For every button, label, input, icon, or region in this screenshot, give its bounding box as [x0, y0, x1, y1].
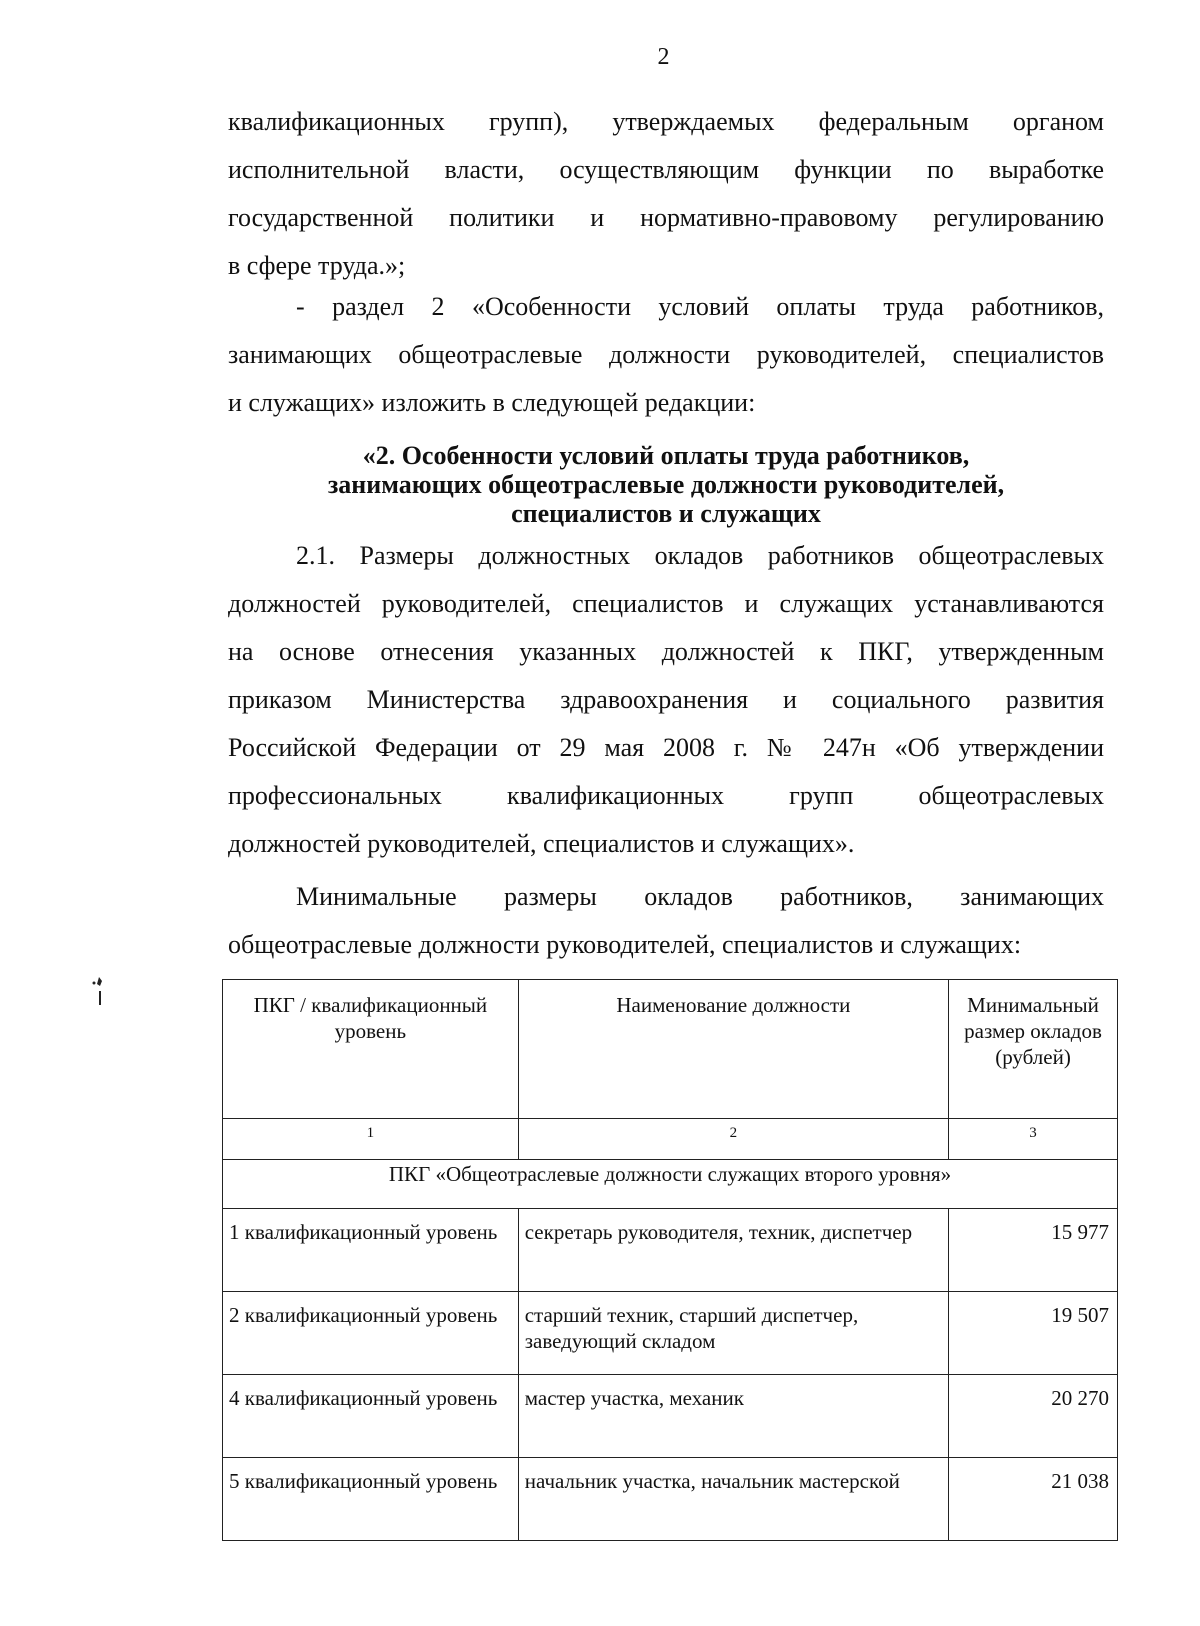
positions-cell: мастер участка, механик: [518, 1375, 948, 1458]
text-line: исполнительной власти, осуществляющим функции по выработке: [228, 155, 1104, 184]
group-title: ПКГ «Общеотраслевые должности служащих второго уровня»: [223, 1160, 1118, 1209]
header-salary: Минимальный размер окладов (рублей): [949, 980, 1118, 1119]
table-row: [223, 1375, 1118, 1458]
amendment-paragraph: [228, 283, 1104, 427]
text-line: должностей руководителей, специалистов и служащих устанавливаются: [228, 589, 1104, 618]
salary-cell: 20 270: [949, 1375, 1118, 1458]
positions-cell: секретарь руководителя, техник, диспетчер: [518, 1209, 948, 1292]
group-title-row: [223, 1160, 1118, 1209]
table-row: [223, 1292, 1118, 1375]
section-title-line: специалистов и служащих: [511, 499, 821, 528]
column-number: 1: [223, 1119, 519, 1160]
text-line: - раздел 2 «Особенности условий оплаты труда работников,: [296, 292, 1104, 321]
text-line: Российской Федерации от 29 мая 2008 г. № 247н «Об утверждении: [228, 733, 1104, 762]
text-line: должностей руководителей, специалистов и служащих».: [228, 829, 855, 858]
clause-2-1-paragraph: [228, 532, 1104, 868]
positions-cell: начальник участка, начальник мастерской: [518, 1458, 948, 1541]
header-position: Наименование должности: [518, 980, 948, 1119]
text-line: государственной политики и нормативно-правовому регулированию: [228, 203, 1104, 232]
table-row: [223, 1209, 1118, 1292]
text-line: квалификационных групп), утверждаемых федеральным органом: [228, 107, 1104, 136]
text-line: Минимальные размеры окладов работников, занимающих: [296, 882, 1104, 911]
column-number: 2: [518, 1119, 948, 1160]
section-title-line: занимающих общеотраслевые должности руководителей,: [327, 470, 1005, 499]
salary-table: [222, 979, 1118, 1541]
table-row: [223, 1458, 1118, 1541]
column-number-row: [223, 1119, 1118, 1160]
level-cell: 5 квалификационный уровень: [223, 1458, 519, 1541]
text-line: 2.1. Размеры должностных окладов работников общеотраслевых: [296, 541, 1104, 570]
level-cell: 2 квалификационный уровень: [223, 1292, 519, 1375]
positions-cell: старший техник, старший диспетчер, заведующий складом: [518, 1292, 948, 1375]
salary-cell: 21 038: [949, 1458, 1118, 1541]
page-number: 2: [657, 44, 670, 70]
text-line: профессиональных квалификационных групп общеотраслевых: [228, 781, 1104, 810]
level-cell: 4 квалификационный уровень: [223, 1375, 519, 1458]
salary-cell: 15 977: [949, 1209, 1118, 1292]
header-level: ПКГ / квалификационный уровень: [223, 980, 519, 1119]
text-line: занимающих общеотраслевые должности руководителей, специалистов: [228, 340, 1104, 369]
text-line: в сфере труда.»;: [228, 251, 406, 280]
scan-mark-icon: [90, 975, 108, 1015]
intro-paragraph: [228, 98, 1104, 290]
min-salary-paragraph: [228, 873, 1104, 969]
section-title: [228, 441, 1104, 528]
column-number: 3: [949, 1119, 1118, 1160]
text-line: на основе отнесения указанных должностей к ПКГ, утвержденным: [228, 637, 1104, 666]
text-line: приказом Министерства здравоохранения и социального развития: [228, 685, 1104, 714]
section-title-line: «2. Особенности условий оплаты труда работников,: [362, 441, 970, 470]
table-header-row: [223, 980, 1118, 1119]
salary-cell: 19 507: [949, 1292, 1118, 1375]
text-line: и служащих» изложить в следующей редакции:: [228, 388, 756, 417]
text-line: общеотраслевые должности руководителей, специалистов и служащих:: [228, 930, 1022, 959]
level-cell: 1 квалификационный уровень: [223, 1209, 519, 1292]
